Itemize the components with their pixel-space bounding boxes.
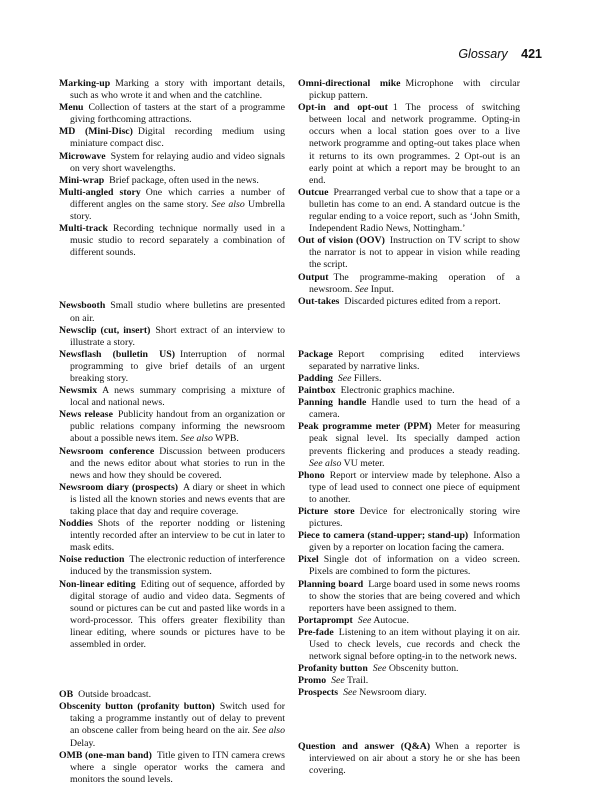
glossary-entry: [59, 151, 285, 175]
see-reference-label: See also: [180, 433, 213, 445]
see-reference-target: Trail.: [347, 675, 369, 687]
see-reference-target: Autocue.: [373, 614, 409, 626]
glossary-definition: Interruption of normal programming to give brief details of an urgent breaking story.: [70, 348, 286, 384]
glossary-definition: Recording technique normally used in a music studio to record separately a combination of different sounds.: [70, 223, 285, 259]
glossary-definition: Large board used in some news rooms to show the stories that are being covered and which reporters have been assigned to them.: [309, 578, 520, 614]
glossary-entry: [298, 470, 520, 506]
glossary-term: Newsroom conference: [59, 445, 155, 457]
glossary-term: Multi-track: [59, 223, 108, 235]
glossary-definition: Collection of tasters at the start of a programme giving forthcoming attractions.: [70, 102, 285, 126]
glossary-term: Newsflash (bulletin US): [59, 348, 175, 360]
see-reference-target: Input.: [370, 283, 394, 295]
glossary-definition: Instruction on TV script to show the narrator is not to appear in vision while reading the script.: [309, 235, 520, 271]
running-title: Glossary: [458, 47, 508, 61]
glossary-entry: [298, 78, 520, 102]
glossary-term: Newsroom diary (prospects): [59, 481, 179, 493]
glossary-entry: [298, 615, 520, 627]
glossary-definition: The electronic reduction of interference induced by the transmission system.: [70, 554, 285, 578]
see-reference-label: See: [354, 283, 369, 295]
glossary-entry: [59, 446, 285, 482]
glossary-entry: [59, 701, 285, 749]
glossary-entry: [59, 579, 285, 652]
glossary-entry: [59, 187, 285, 223]
glossary-entry: [298, 102, 520, 187]
glossary-entry: [298, 530, 520, 554]
glossary-term: Panning handle: [298, 397, 367, 409]
glossary-entry: [298, 187, 520, 235]
glossary-definition: Single dot of information on a video screen. Pixels are combined to form the pictures.: [309, 554, 520, 578]
section-gap: [298, 700, 520, 741]
section-gap: [298, 308, 520, 349]
glossary-definition: Digital recording medium using miniature compact disc.: [70, 126, 286, 150]
glossary-definition: Meter for measuring peak signal level. Its specially damped action prevents flickering and produces a steady reading.: [309, 421, 520, 457]
see-reference-target: VU meter.: [343, 457, 385, 469]
glossary-term: OB: [59, 689, 74, 701]
glossary-term: Pixel: [298, 554, 319, 566]
glossary-entry: [298, 687, 520, 699]
glossary-entry: [59, 78, 285, 102]
glossary-term: News release: [59, 409, 113, 421]
glossary-definition: Handle used to turn the head of a camera.: [309, 397, 520, 421]
see-reference-target: Newsroom diary.: [359, 687, 427, 699]
see-reference-label: See also: [252, 725, 285, 737]
see-reference-target: Fillers.: [353, 372, 382, 384]
glossary-term: Paintbox: [298, 385, 336, 397]
glossary-definition: Editing out of sequence, afforded by digital storage of audio and video data. Segments of sound or pictures can be cut and pasted like words in a word-processor. This offers greater flexibility than linear editing, where sounds or pictures have to be assembled in order.: [70, 578, 285, 651]
glossary-entry: [298, 235, 520, 271]
glossary-entry: [298, 272, 520, 296]
glossary-entry: [298, 421, 520, 469]
glossary-definition: Prearranged verbal cue to show that a tape or a bulletin has come to an end. A standard outcue is the regular ending to a voice report, such as ‘John Smith, Independent Radio News, Nottingham.’: [309, 186, 520, 235]
glossary-definition: Microphone with circular pickup pattern.: [309, 78, 520, 102]
glossary-term: Pre-fade: [298, 626, 334, 638]
glossary-term: Mini-wrap: [59, 174, 105, 186]
glossary-term: Microwave: [59, 150, 106, 162]
glossary-term: Picture store: [298, 506, 355, 517]
see-reference-label: See: [337, 372, 352, 384]
glossary-entry: [298, 349, 520, 373]
glossary-definition: System for relaying audio and video signals on very short wavelengths.: [70, 150, 285, 174]
glossary-entry: [59, 518, 285, 554]
see-reference-target: WPB.: [215, 433, 239, 445]
glossary-definition: Outside broadcast.: [78, 689, 152, 701]
glossary-term: Prospects: [298, 687, 339, 699]
glossary-definition: Discarded pictures edited from a report.: [344, 295, 501, 307]
glossary-definition: Switch used for taking a programme instantly out of delay to prevent an obscene caller from being heard on the air.: [70, 701, 285, 737]
glossary-entry: [59, 126, 285, 150]
page-header: [458, 47, 542, 61]
glossary-entry: [298, 579, 520, 615]
see-reference-target: Obscenity button.: [388, 663, 459, 675]
section-gap: [59, 259, 285, 300]
see-reference-label: See: [343, 687, 357, 699]
glossary-term: Output: [298, 271, 329, 283]
glossary-definition: When a reporter is interviewed on air about a story he or she has been covering.: [309, 740, 520, 776]
glossary-entry: [298, 675, 520, 687]
glossary-term: Question and answer (Q&A): [298, 740, 431, 752]
see-reference-target: Delay.: [70, 737, 96, 749]
glossary-column-left: [59, 78, 285, 786]
glossary-term: Phono: [298, 469, 325, 481]
glossary-definition: One which carries a number of different angles on the same story.: [70, 186, 285, 210]
glossary-definition: A diary or sheet in which is listed all the known stories and news events that are taking place that day and require coverage.: [70, 481, 286, 517]
glossary-term: Multi-angled story: [59, 186, 141, 198]
glossary-term: Menu: [59, 102, 84, 114]
glossary-entry: [59, 385, 285, 409]
see-reference-label: See: [331, 675, 345, 687]
glossary-term: Noise reduction: [59, 554, 125, 566]
glossary-entry: [59, 349, 285, 385]
glossary-definition: A news summary comprising a mixture of local and national news.: [70, 385, 285, 409]
glossary-entry: [298, 506, 520, 530]
glossary-term: OMB (one-man band): [59, 749, 152, 761]
glossary-term: Marking-up: [59, 78, 111, 89]
glossary-term: Planning board: [298, 578, 364, 590]
glossary-entry: [298, 397, 520, 421]
glossary-entry: [59, 409, 285, 445]
glossary-definition: Listening to an item without playing it on air. Used to check levels, cue records and check the network signal before opting-in to the network news.: [309, 626, 520, 663]
glossary-entry: [59, 689, 285, 701]
glossary-term: Peak programme meter (PPM): [298, 421, 432, 433]
glossary-definition: Discussion between producers and the news editor about what stories to run in the news and how they should be covered.: [70, 445, 285, 481]
glossary-definition: Title given to ITN camera crews where a single operator works the camera and monitors the sound levels.: [70, 749, 285, 785]
glossary-term: Newsbooth: [59, 300, 106, 312]
glossary-term: Omni-directional mike: [298, 78, 401, 89]
glossary-definition: Marking a story with important details, such as who wrote it and when and the catchline.: [70, 78, 285, 102]
glossary-entry: [298, 663, 520, 675]
glossary-definition: Small studio where bulletins are presented on air.: [70, 300, 285, 324]
see-reference-target: Umbrella story.: [70, 198, 286, 223]
glossary-term: Promo: [298, 675, 327, 687]
glossary-definition: Electronic graphics machine.: [340, 385, 455, 397]
see-reference-label: See: [372, 663, 387, 675]
glossary-term: Noddies: [59, 518, 93, 530]
glossary-term: Non-linear editing: [59, 578, 136, 590]
glossary-entry: [59, 223, 285, 259]
glossary-definition: Shots of the reporter nodding or listening intently recorded after an interview to be cut in later to mask edits.: [70, 518, 285, 554]
page-number: 421: [521, 47, 542, 61]
glossary-term: Out-takes: [298, 295, 340, 307]
glossary-term: Obscenity button (profanity button): [59, 701, 215, 713]
glossary-term: Outcue: [298, 186, 329, 198]
see-reference-label: See: [357, 614, 372, 626]
see-reference-label: See also: [211, 198, 245, 210]
glossary-term: Package: [298, 348, 333, 360]
glossary-entry: [298, 741, 520, 777]
glossary-definition: Short extract of an interview to illustrate a story.: [70, 324, 285, 348]
glossary-definition: 1 The process of switching between local and network programme. Opting-in occurs when a local station goes over to a live network programme and opting-out takes place when it returns to its own programmes. 2 Opt-out is an early point at which a report may be brought to an end.: [309, 102, 520, 186]
glossary-definition: Brief package, often used in the news.: [109, 174, 259, 186]
glossary-entry: [59, 554, 285, 578]
glossary-term: MD (Mini-Disc): [59, 126, 133, 138]
glossary-definition: Device for electronically storing wire pictures.: [309, 506, 520, 530]
glossary-term: Newsmix: [59, 385, 98, 397]
glossary-entry: [59, 300, 285, 324]
glossary-entry: [298, 373, 520, 385]
glossary-term: Portaprompt: [298, 614, 353, 626]
glossary-entry: [59, 175, 285, 187]
glossary-entry: [59, 102, 285, 126]
glossary-term: Newsclip (cut, insert): [59, 324, 151, 336]
glossary-definition: Report or interview made by telephone. Also a type of lead used to connect one piece of equipment to another.: [309, 469, 520, 505]
glossary-entry: [298, 296, 520, 308]
glossary-column-right: [298, 78, 520, 777]
glossary-entry: [298, 554, 520, 578]
section-gap: [59, 651, 285, 689]
glossary-term: Piece to camera (stand-upper; stand-up): [298, 530, 469, 542]
glossary-entry: [59, 750, 285, 786]
glossary-term: Profanity button: [298, 663, 368, 675]
glossary-entry: [298, 627, 520, 663]
glossary-entry: [59, 325, 285, 349]
glossary-term: Opt-in and opt-out: [298, 102, 388, 114]
glossary-term: Padding: [298, 372, 333, 384]
glossary-term: Out of vision (OOV): [298, 235, 385, 247]
glossary-definition: Publicity handout from an organization or public relations company informing the newsroom about a possible news item.: [70, 409, 285, 445]
glossary-definition: Report comprising edited interviews separated by narrative links.: [309, 348, 520, 372]
see-reference-label: See also: [309, 457, 342, 469]
glossary-entry: [298, 385, 520, 397]
glossary-definition: Information given by a reporter on location facing the camera.: [309, 530, 520, 554]
glossary-definition: The programme-making operation of a newsroom.: [309, 271, 520, 295]
glossary-entry: [59, 482, 285, 518]
